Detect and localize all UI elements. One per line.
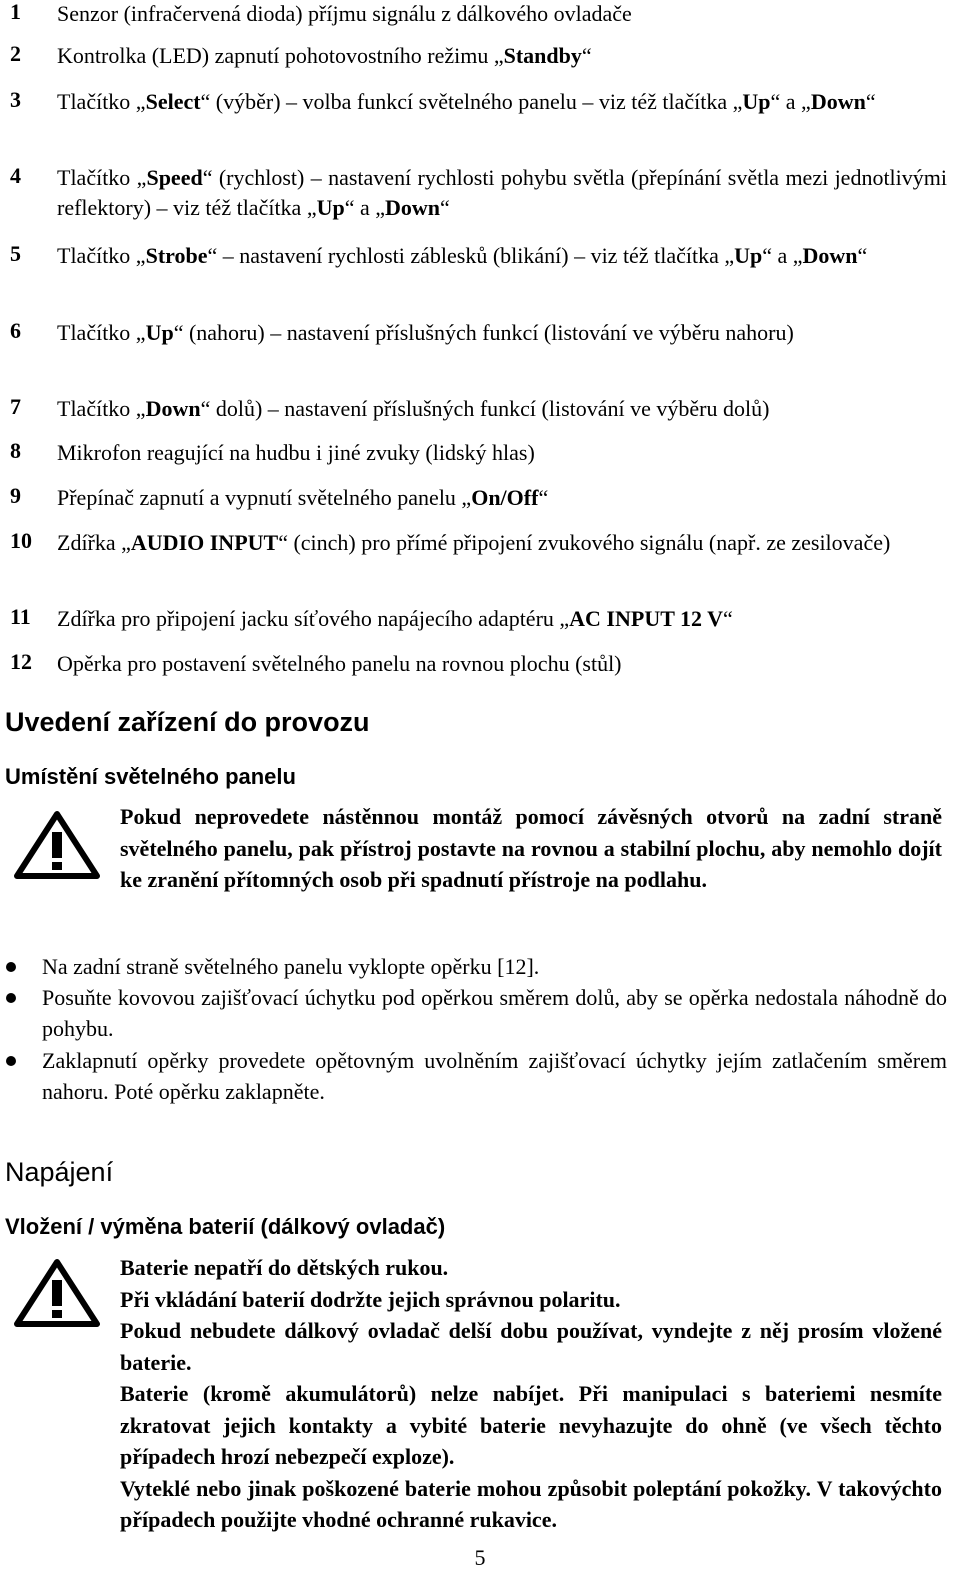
item-text: Tlačítko „Up“ (nahoru) – nastavení příslušných funkcí (listování ve výběru nahoru) xyxy=(57,320,794,345)
item-text: Senzor (infračervená dioda) příjmu signálu z dálkového ovladače xyxy=(57,1,632,26)
warning-line: Vyteklé nebo jinak poškozené baterie mohou způsobit poleptání pokožky. V takovýchto případech použijte vhodné ochranné rukavice. xyxy=(120,1475,942,1532)
list-item-text: Posuňte kovovou zajišťovací úchytku pod opěrkou směrem dolů, aby se opěrka nedostala náhodně do pohybu. xyxy=(42,985,947,1041)
item-number: 1 xyxy=(10,0,21,24)
bullet-dot-icon xyxy=(6,1056,16,1066)
item-number: 6 xyxy=(10,318,21,343)
bullet-dot-icon xyxy=(6,962,16,972)
warning-placement-text: Pokud neprovedete nástěnnou montáž pomocí závěsných otvorů na zadní straně světelného panelu, pak přístroj postavte na rovnou a stabilní plochu, aby nemohlo dojít ke zranění přítomných osob při spadnutí přístroje na podlahu. xyxy=(120,804,942,892)
item-number: 11 xyxy=(10,604,31,629)
item-number: 9 xyxy=(10,483,21,508)
item-number: 10 xyxy=(10,528,32,553)
subheading-placement: Umístění světelného panelu xyxy=(5,764,296,789)
warning-line: Baterie (kromě akumulátorů) nelze nabíjet. Při manipulaci s bateriemi nesmíte zkratovat jejich kontakty a vybité baterie nevyhazujte do ohně (ve všech těchto případech hrozí nebezpečí exploze). xyxy=(120,1381,942,1469)
item-number: 2 xyxy=(10,41,21,66)
warning-line: Baterie nepatří do dětských rukou. xyxy=(120,1255,449,1280)
warning-batteries-block xyxy=(120,1252,942,1532)
item-number: 3 xyxy=(10,87,21,112)
list-item-text: Na zadní straně světelného panelu vyklopte opěrku [12]. xyxy=(42,954,540,979)
warning-triangle-icon xyxy=(14,1258,100,1328)
warning-triangle-icon xyxy=(14,810,100,880)
item-text: Zdířka „AUDIO INPUT“ (cinch) pro přímé připojení zvukového signálu (např. ze zesilovače) xyxy=(57,530,891,555)
item-number: 7 xyxy=(10,394,21,419)
item-number: 4 xyxy=(10,163,21,188)
item-text: Přepínač zapnutí a vypnutí světelného panelu „On/Off“ xyxy=(57,485,549,510)
page-number: 5 xyxy=(474,1545,486,1570)
item-number: 8 xyxy=(10,438,21,463)
list-item-text: Zaklapnutí opěrky provedete opětovným uvolněním zajišťovací úchytky jejím zatlačením směrem nahoru. Poté opěrku zaklapněte. xyxy=(42,1048,947,1104)
item-text: Kontrolka (LED) zapnutí pohotovostního režimu „Standby“ xyxy=(57,43,592,68)
item-text: Tlačítko „Select“ (výběr) – volba funkcí světelného panelu – viz též tlačítka „Up“ a „Down“ xyxy=(57,89,876,114)
item-text: Opěrka pro postavení světelného panelu na rovnou plochu (stůl) xyxy=(57,651,622,676)
section-heading-power: Napájení xyxy=(5,1157,114,1187)
warning-line: Pokud nebudete dálkový ovladač delší dobu používat, vyndejte z něj prosím vložené baterie. xyxy=(120,1318,942,1375)
bullet-dot-icon xyxy=(6,993,16,1003)
item-number: 5 xyxy=(10,241,21,266)
section-heading-startup: Uvedení zařízení do provozu xyxy=(5,707,370,737)
item-text: Tlačítko „Speed“ (rychlost) – nastavení rychlosti pohybu světla (přepínání světla mezi jednotlivými reflektory) – viz též tlačítka „Up“ a „Down“ xyxy=(57,165,948,220)
item-text: Tlačítko „Strobe“ – nastavení rychlosti záblesků (blikání) – viz též tlačítka „Up“ a „Down“ xyxy=(57,243,868,268)
item-text: Zdířka pro připojení jacku síťového napájecího adaptéru „AC INPUT 12 V“ xyxy=(57,606,733,631)
subheading-batteries: Vložení / výměna baterií (dálkový ovladač) xyxy=(5,1214,446,1239)
item-text: Tlačítko „Down“ dolů) – nastavení příslušných funkcí (listování ve výběru dolů) xyxy=(57,396,770,421)
warning-line: Při vkládání baterií dodržte jejich správnou polaritu. xyxy=(120,1286,621,1312)
item-text: Mikrofon reagující na hudbu i jiné zvuky (lidský hlas) xyxy=(57,440,535,465)
item-number: 12 xyxy=(10,649,32,674)
